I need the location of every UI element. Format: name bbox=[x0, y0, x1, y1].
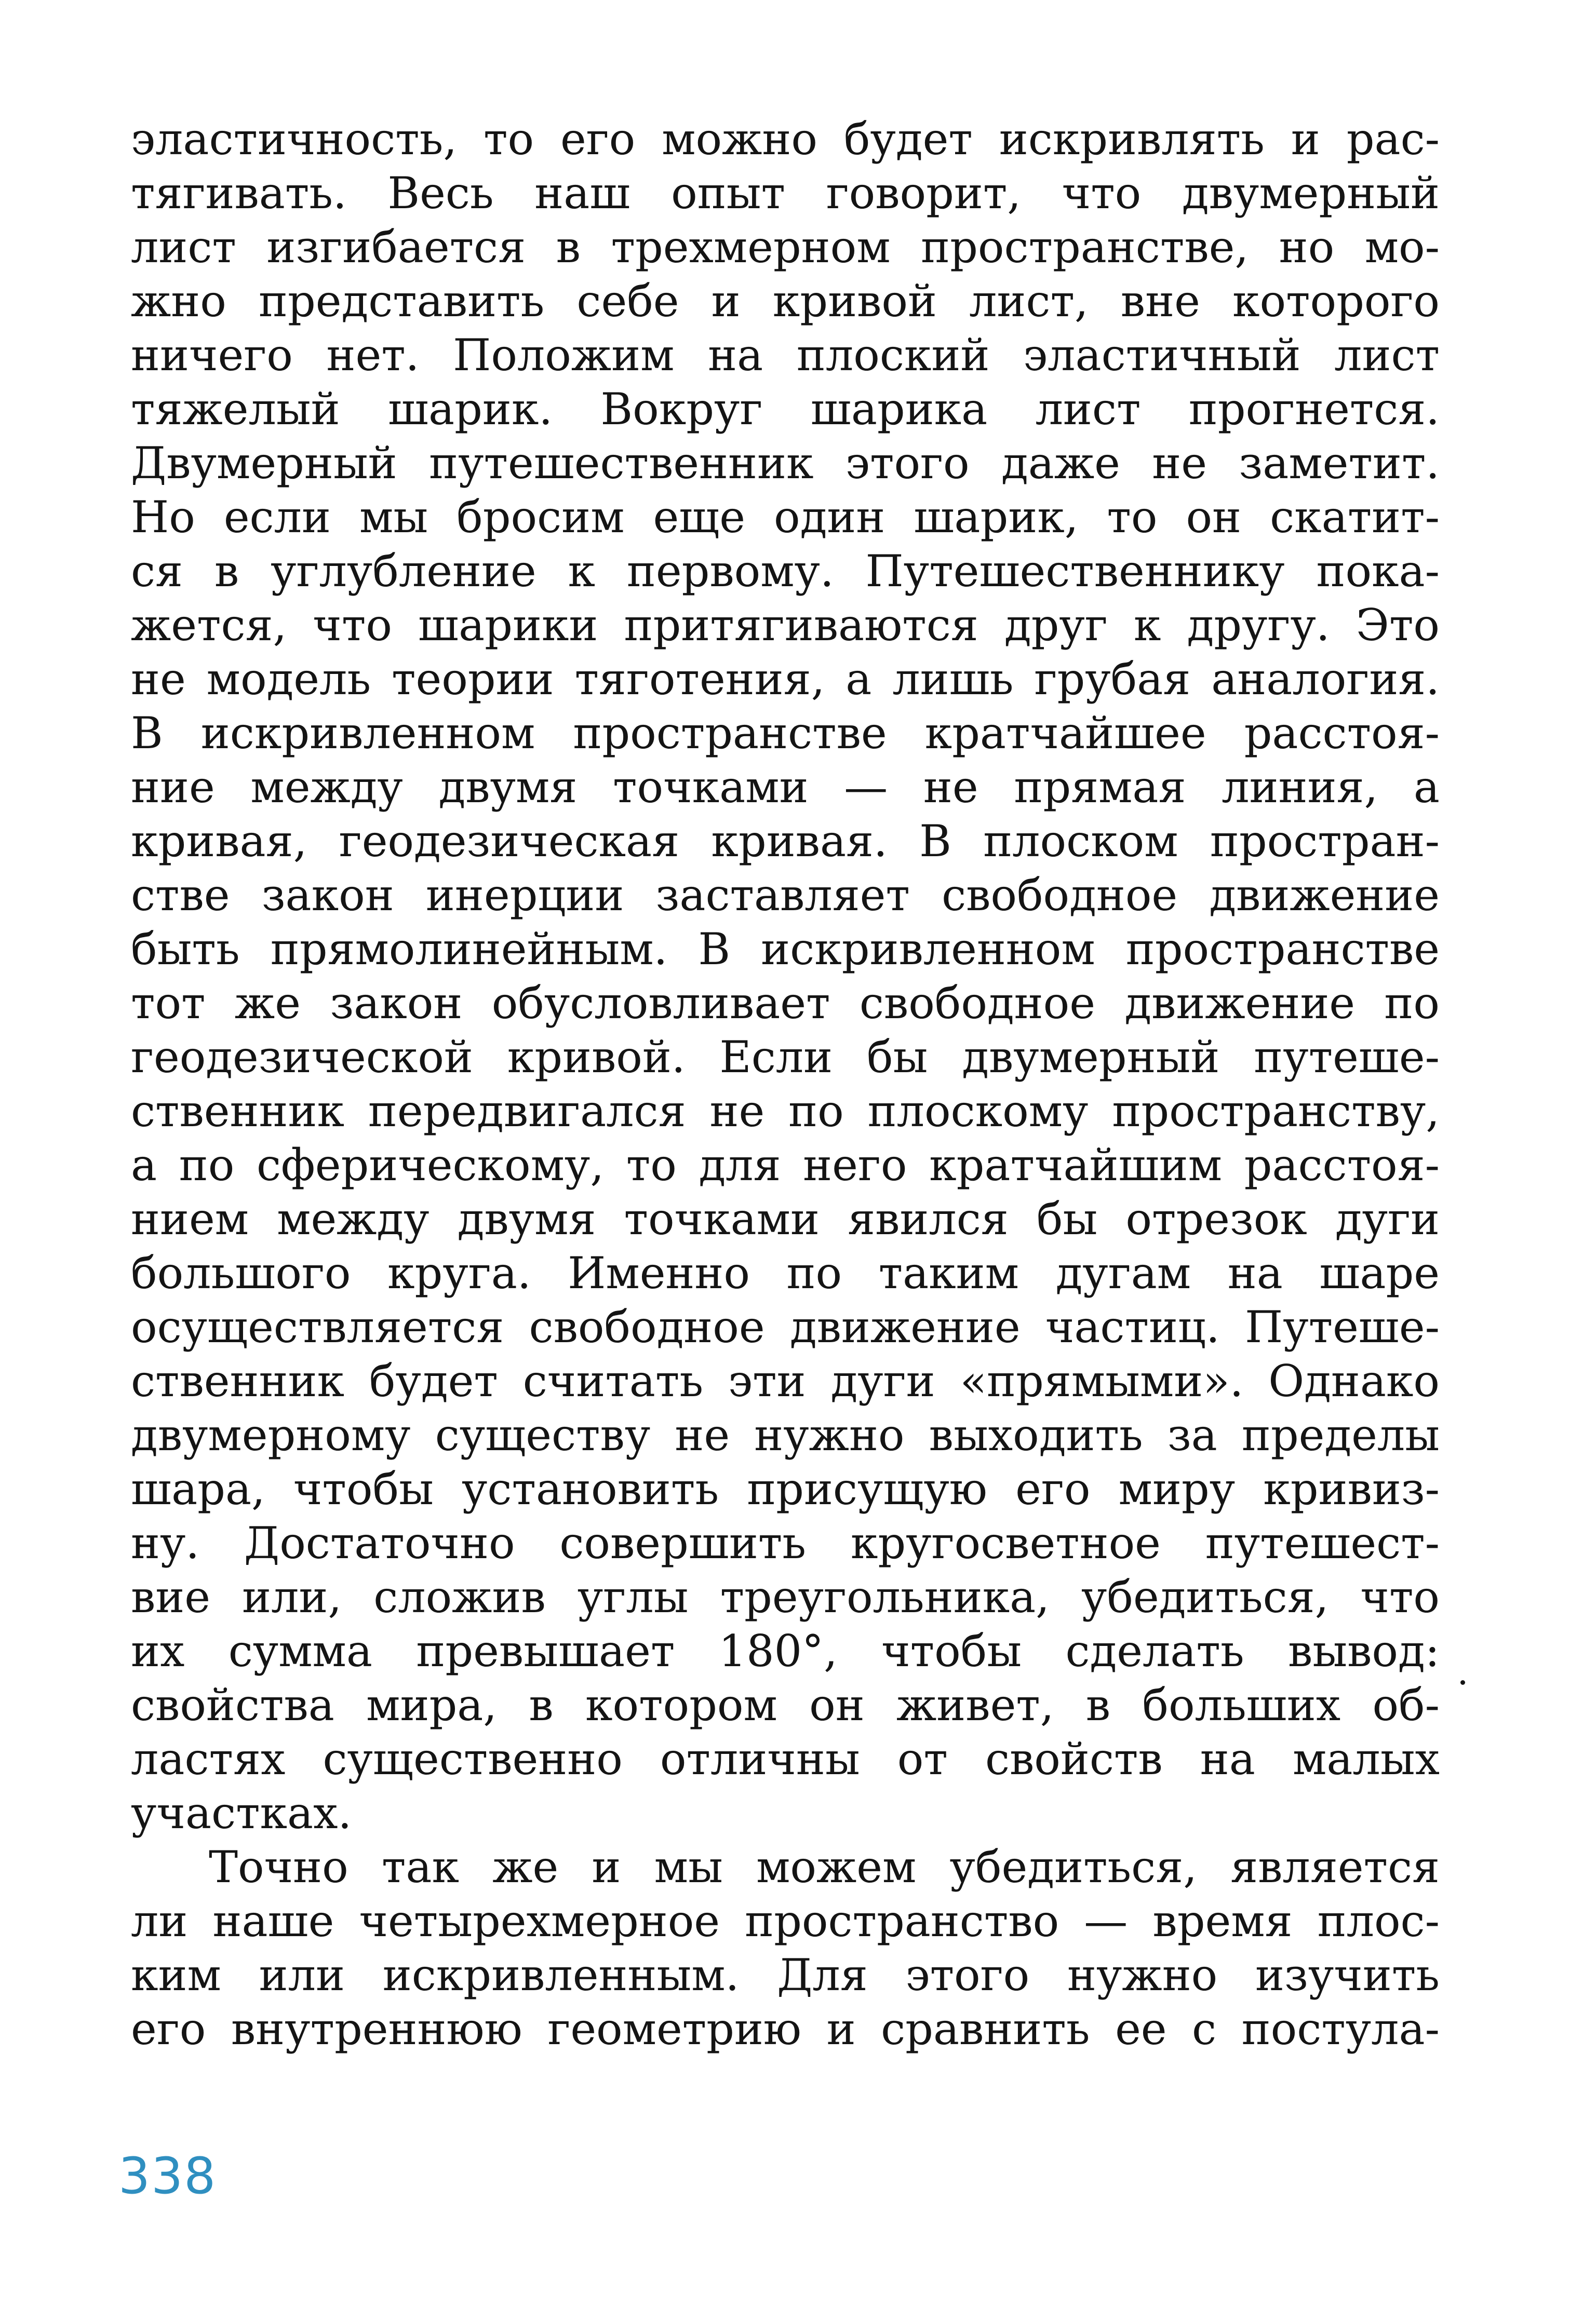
text-line: стве закон инерции заставляет свободное движение bbox=[131, 870, 1440, 921]
text-line: ние между двумя точками — не прямая линия, а bbox=[131, 762, 1440, 813]
paragraph-start-line: Точно так же и мы можем убедиться, является bbox=[209, 1842, 1440, 1893]
text-line: кривая, геодезическая кривая. В плоском простран- bbox=[131, 816, 1440, 867]
text-line: ся в углубление к первому. Путешественнику пока- bbox=[131, 546, 1440, 597]
text-line: тот же закон обусловливает свободное движение по bbox=[131, 978, 1440, 1029]
text-line: двумерному существу не нужно выходить за пределы bbox=[131, 1410, 1440, 1461]
text-line: ственник будет считать эти дуги «прямыми». Однако bbox=[131, 1356, 1440, 1407]
text-line: В искривленном пространстве кратчайшее расстоя- bbox=[131, 708, 1440, 759]
text-line: быть прямолинейным. В искривленном пространстве bbox=[131, 924, 1440, 975]
text-line: эластичность, то его можно будет искривлять и рас- bbox=[131, 114, 1440, 165]
text-line: Но если мы бросим еще один шарик, то он скатит- bbox=[131, 492, 1440, 543]
text-line: ли наше четырехмерное пространство — время плос- bbox=[131, 1896, 1440, 1947]
text-line: вие или, сложив углы треугольника, убедиться, что bbox=[131, 1572, 1440, 1623]
paragraph-end-line: участках. bbox=[131, 1788, 352, 1839]
text-line: ким или искривленным. Для этого нужно изучить bbox=[131, 1950, 1440, 2001]
text-line: тягивать. Весь наш опыт говорит, что двумерный bbox=[131, 168, 1440, 219]
text-line: их сумма превышает 180°, чтобы сделать вывод: bbox=[131, 1626, 1440, 1677]
text-line: ластях существенно отличны от свойств на малых bbox=[131, 1734, 1440, 1785]
text-line: ничего нет. Положим на плоский эластичный лист bbox=[131, 330, 1440, 381]
text-line: жется, что шарики притягиваются друг к другу. Это bbox=[131, 600, 1440, 651]
text-line: жно представить себе и кривой лист, вне которого bbox=[131, 276, 1440, 327]
text-line: а по сферическому, то для него кратчайшим расстоя- bbox=[131, 1140, 1440, 1191]
text-line: не модель теории тяготения, а лишь грубая аналогия. bbox=[131, 654, 1440, 705]
page-number: 338 bbox=[118, 2147, 217, 2205]
text-line: ну. Достаточно совершить кругосветное путешест- bbox=[131, 1518, 1440, 1569]
stray-ink-dot bbox=[1460, 1680, 1465, 1685]
text-line: Двумерный путешественник этого даже не заметит. bbox=[131, 438, 1440, 489]
text-line: его внутреннюю геометрию и сравнить ее с постула- bbox=[131, 2004, 1440, 2055]
text-line: тяжелый шарик. Вокруг шарика лист прогнется. bbox=[131, 384, 1440, 435]
text-line: ственник передвигался не по плоскому пространству, bbox=[131, 1086, 1440, 1137]
text-line: шара, чтобы установить присущую его миру кривиз- bbox=[131, 1464, 1440, 1515]
text-line: геодезической кривой. Если бы двумерный путеше- bbox=[131, 1032, 1440, 1083]
text-line: свойства мира, в котором он живет, в больших об- bbox=[131, 1680, 1440, 1731]
text-line: нием между двумя точками явился бы отрезок дуги bbox=[131, 1194, 1440, 1245]
text-line: осуществляется свободное движение частиц. Путеше- bbox=[131, 1302, 1440, 1353]
text-line: большого круга. Именно по таким дугам на шаре bbox=[131, 1248, 1440, 1299]
text-line: лист изгибается в трехмерном пространстве, но мо- bbox=[131, 222, 1440, 273]
body-text bbox=[131, 112, 1440, 2056]
